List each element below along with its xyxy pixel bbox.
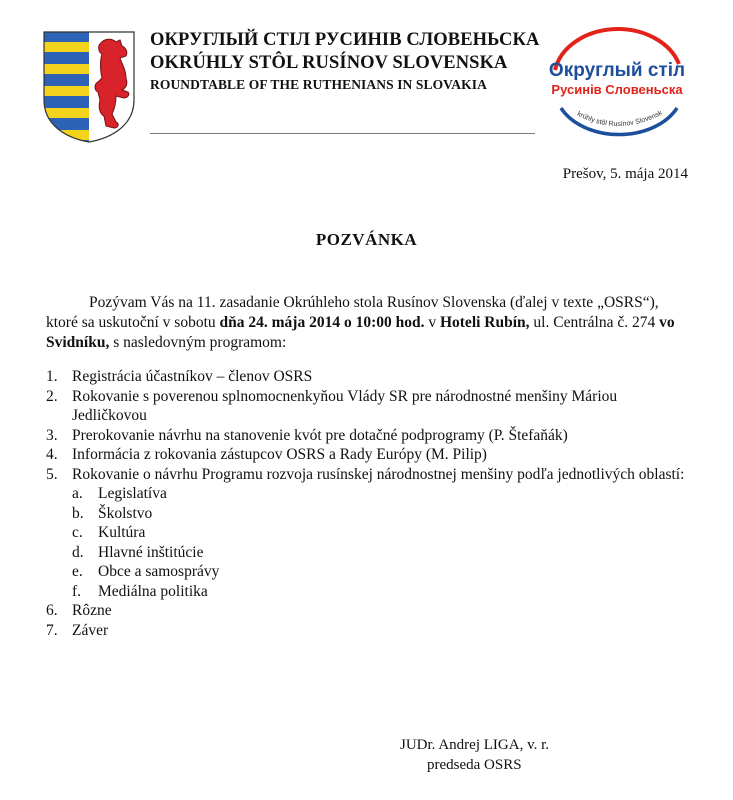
- document-heading: POZVÁNKA: [315, 230, 418, 249]
- agenda-subitem-letter: d.: [72, 543, 84, 561]
- agenda-item: [46, 387, 692, 426]
- agenda-item: [46, 426, 692, 446]
- intro-text-1: Pozývam Vás na 11. zasadanie Okrúhleho stola Rusínov Slovenska (ďalej v texte „OSRS“), ktoré sa uskutoční v sobotu: [46, 294, 659, 331]
- letterhead-divider: [150, 133, 535, 134]
- intro-text-2: v: [424, 314, 440, 331]
- agenda-item-text: Záver: [72, 621, 109, 639]
- roundtable-logo-icon: [537, 26, 697, 144]
- agenda-item-text: Prerokovanie návrhu na stanovenie kvót pre dotačné podprogramy (P. Štefaňák): [72, 426, 568, 444]
- agenda-subitem-letter: c.: [72, 524, 83, 541]
- intro-text-3: ul. Centrálna č. 274: [529, 314, 660, 331]
- agenda-item-number: 2.: [46, 387, 58, 405]
- agenda-subitem-letter: b.: [72, 504, 84, 522]
- letterhead-title-ukrainian: ОКРУГЛЫЙ СТІЛ РУСИНІВ СЛОВЕНЬСКА: [150, 30, 540, 50]
- intro-text-4: s nasledovným programom:: [109, 334, 287, 351]
- agenda-subitem: [46, 543, 692, 563]
- agenda-item: [46, 601, 692, 621]
- signature-role: predseda OSRS: [427, 757, 522, 773]
- agenda-subitem: [46, 523, 692, 543]
- agenda-list: [46, 367, 692, 640]
- intro-date: dňa 24. mája 2014 o 10:00 hod.: [219, 314, 425, 331]
- letterhead-title-english: ROUNDTABLE OF THE RUTHENIANS IN SLOVAKIA: [150, 77, 487, 92]
- intro-venue: Hoteli Rubín,: [439, 314, 530, 331]
- agenda-item-number: 5.: [46, 465, 58, 483]
- agenda-subitem-text: Kultúra: [98, 524, 146, 541]
- agenda-item-text: Rôzne: [72, 602, 112, 619]
- signature-name: JUDr. Andrej LIGA, v. r.: [400, 737, 550, 753]
- intro-paragraph: [46, 293, 692, 353]
- agenda-subitem: [46, 562, 692, 582]
- agenda-item-number: 6.: [46, 602, 58, 619]
- agenda-item-number: 4.: [46, 446, 58, 463]
- agenda-item-text: Rokovanie s poverenou splnomocnenkyňou Vlády SR pre národnostné menšiny Máriou Jedličkovou: [72, 387, 618, 424]
- agenda-subitem-letter: f.: [72, 582, 82, 600]
- logo-line2: Русинів Словеньска: [551, 82, 683, 97]
- agenda-item: [46, 621, 692, 641]
- agenda-item-text: Informácia z rokovania zástupcov OSRS a Rady Európy (M. Pilip): [72, 446, 487, 463]
- agenda-item: [46, 445, 692, 465]
- letterhead-title-slovak: OKRÚHLY STÔL RUSÍNOV SLOVENSKA: [150, 53, 508, 73]
- agenda-subitem-text: Obce a samosprávy: [98, 563, 220, 580]
- agenda-item-number: 1.: [46, 368, 58, 385]
- agenda-subitem: [46, 484, 692, 504]
- osrs-logo: [537, 26, 697, 144]
- agenda-item-number: 3.: [46, 426, 58, 444]
- agenda-subitem: [46, 504, 692, 524]
- agenda-item: [46, 367, 692, 387]
- agenda-item-text: Rokovanie o návrhu Programu rozvoja rusínskej národnostnej menšiny podľa jednotlivých oblastí:: [72, 465, 685, 483]
- agenda-subitem-letter: e.: [72, 563, 83, 580]
- agenda-subitem-text: Legislatíva: [98, 485, 167, 502]
- agenda-subitem-text: Školstvo: [98, 504, 153, 522]
- logo-arc-text: krúhly stôl Rusínov Slovensk: [575, 109, 664, 129]
- agenda-subitem-letter: a.: [72, 485, 83, 502]
- agenda-subitem-text: Hlavné inštitúcie: [98, 543, 204, 561]
- agenda-subitem-text: Mediálna politika: [98, 582, 208, 600]
- agenda-subitem: [46, 582, 692, 602]
- agenda-item-number: 7.: [46, 621, 58, 639]
- intro-town: vo Svidníku,: [46, 314, 675, 351]
- agenda-item: [46, 465, 692, 485]
- place-date: Prešov, 5. mája 2014: [562, 166, 688, 182]
- coat-of-arms: [42, 30, 136, 144]
- agenda-item-text: Registrácia účastníkov – členov OSRS: [72, 368, 313, 385]
- logo-line1: Округлый стіл: [548, 60, 686, 81]
- bear-coat-of-arms-icon: [42, 30, 136, 144]
